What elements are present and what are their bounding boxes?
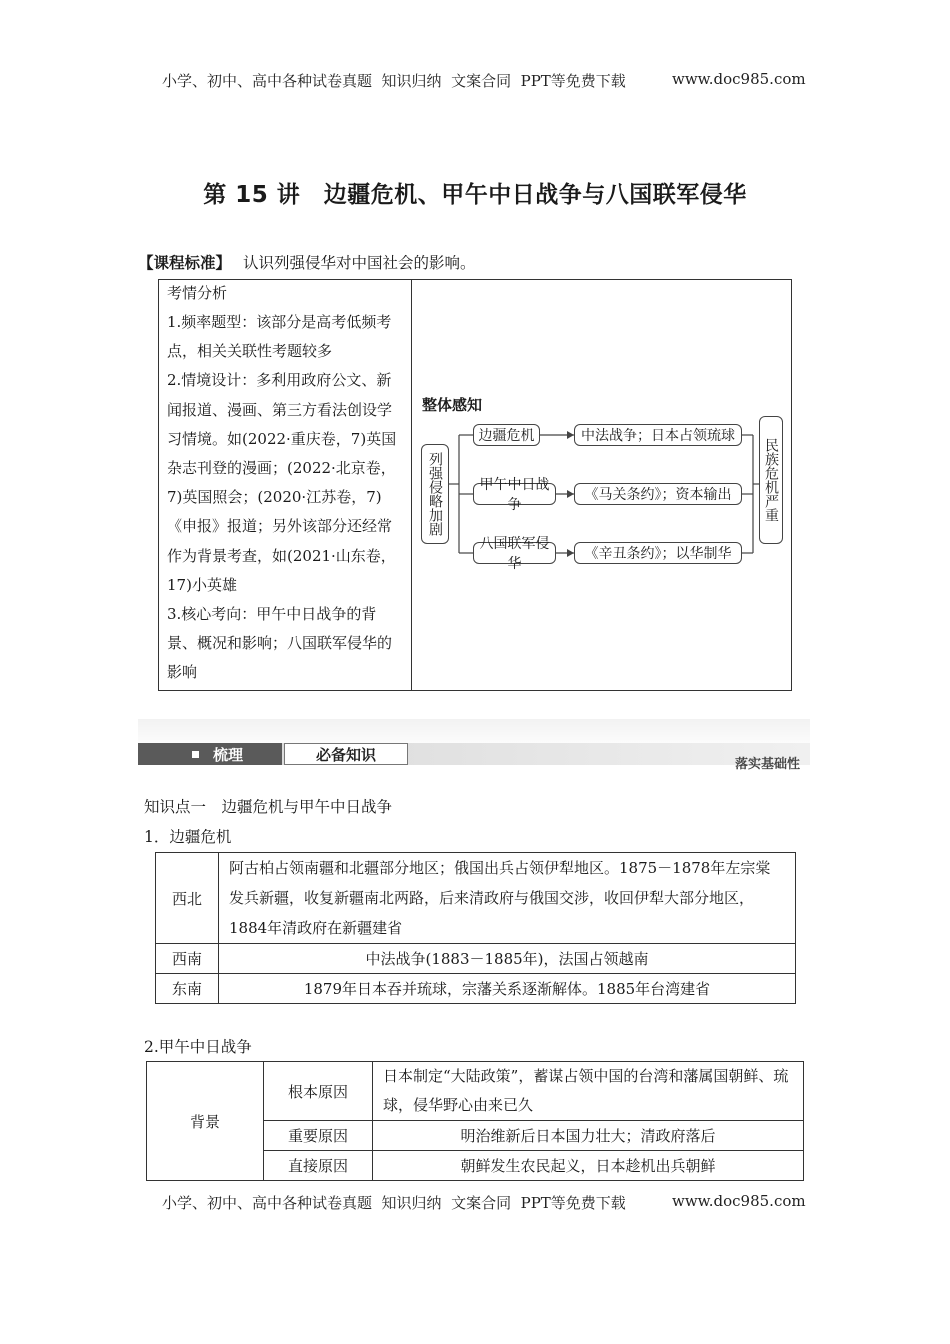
overview-cell bbox=[412, 280, 791, 690]
analysis-heading: 考情分析 bbox=[167, 284, 228, 302]
table-key: 东南 bbox=[156, 974, 219, 1004]
diagram-detail-frontier: 中法战争；日本占领琉球 bbox=[574, 424, 742, 446]
table-key: 西北 bbox=[156, 853, 219, 944]
section-tab-review: 梳理 bbox=[138, 743, 282, 765]
analysis-item: 1.频率题型：该部分是高考低频考点，相关关联性考题较多 bbox=[167, 313, 392, 361]
analysis-item: 2.情境设计：多利用政府公文、新闻报道、漫画、第三方看法创设学习情境。如(2022·重庆卷，7)英国杂志刊登的漫画；(2022·北京卷，7)英国照会；(2020·江苏卷，7)《申报》报道；另外该部分还经常作为背景考查，如(2021·山东卷，17)小英雄 bbox=[167, 371, 397, 594]
diagram-node-sino-japanese-war: 甲午中日战争 bbox=[473, 483, 556, 505]
footer-text: 小学、初中、高中各种试卷真题 知识归纳 文案合同 PPT等免费下载 bbox=[162, 1194, 626, 1212]
war-background-table bbox=[146, 1061, 804, 1181]
course-standard bbox=[138, 251, 476, 273]
frontier-table bbox=[155, 852, 796, 1004]
table-value: 朝鲜发生农民起义，日本趁机出兵朝鲜 bbox=[373, 1151, 804, 1181]
diagram-detail-eight-nation: 《辛丑条约》；以华制华 bbox=[574, 542, 742, 564]
course-standard-text: 认识列强侵华对中国社会的影响。 bbox=[243, 254, 476, 272]
diagram-left-box: 列强侵略加剧 bbox=[421, 444, 449, 544]
square-icon bbox=[192, 751, 199, 758]
section-tab-knowledge: 必备知识 bbox=[284, 743, 408, 765]
table-key: 根本原因 bbox=[264, 1062, 373, 1121]
knowledge-point-heading: 知识点一 边疆危机与甲午中日战争 bbox=[144, 798, 393, 816]
table-row bbox=[156, 944, 796, 974]
diagram-right-box: 民族危机严重 bbox=[759, 416, 783, 544]
page-title: 第 15 讲 边疆危机、甲午中日战争与八国联军侵华 bbox=[203, 182, 747, 208]
table-row bbox=[147, 1062, 804, 1121]
diagram-node-frontier: 边疆危机 bbox=[473, 424, 540, 446]
overview-table bbox=[158, 279, 792, 691]
diagram-detail-sino-japanese-war: 《马关条约》；资本输出 bbox=[574, 483, 742, 505]
analysis-item: 3.核心考向：甲午中日战争的背景、概况和影响；八国联军侵华的影响 bbox=[167, 605, 393, 682]
table-value: 明治维新后日本国力壮大；清政府落后 bbox=[373, 1121, 804, 1151]
subheading-sino-japanese-war: 2.甲午中日战争 bbox=[144, 1038, 252, 1056]
overview-heading: 整体感知 bbox=[422, 396, 483, 414]
table-row bbox=[156, 974, 796, 1004]
course-standard-label: 【课程标准】 bbox=[138, 254, 232, 272]
table-group: 背景 bbox=[147, 1062, 264, 1181]
footer-url[interactable]: www.doc985.com bbox=[672, 1192, 806, 1210]
subheading-frontier: 1．边疆危机 bbox=[144, 828, 232, 846]
table-value: 中法战争(1883－1885年)，法国占领越南 bbox=[219, 944, 796, 974]
header-text: 小学、初中、高中各种试卷真题 知识归纳 文案合同 PPT等免费下载 bbox=[162, 72, 626, 90]
table-value: 阿古柏占领南疆和北疆部分地区；俄国出兵占领伊犁地区。1875－1878年左宗棠发兵新疆，收复新疆南北两路，后来清政府与俄国交涉，收回伊犁大部分地区，1884年清政府在新疆建省 bbox=[219, 853, 796, 944]
table-key: 西南 bbox=[156, 944, 219, 974]
table-value: 日本制定“大陆政策”，蓄谋占领中国的台湾和藩属国朝鲜、琉球，侵华野心由来已久 bbox=[373, 1062, 804, 1121]
table-row bbox=[156, 853, 796, 944]
analysis-cell bbox=[159, 280, 412, 690]
diagram-node-eight-nation: 八国联军侵华 bbox=[473, 542, 556, 564]
section-subtitle: 落实基础性 bbox=[734, 757, 800, 772]
section-bar bbox=[138, 719, 810, 772]
header-url[interactable]: www.doc985.com bbox=[672, 70, 806, 88]
table-key: 直接原因 bbox=[264, 1151, 373, 1181]
table-value: 1879年日本吞并琉球，宗藩关系逐渐解体。1885年台湾建省 bbox=[219, 974, 796, 1004]
table-key: 重要原因 bbox=[264, 1121, 373, 1151]
